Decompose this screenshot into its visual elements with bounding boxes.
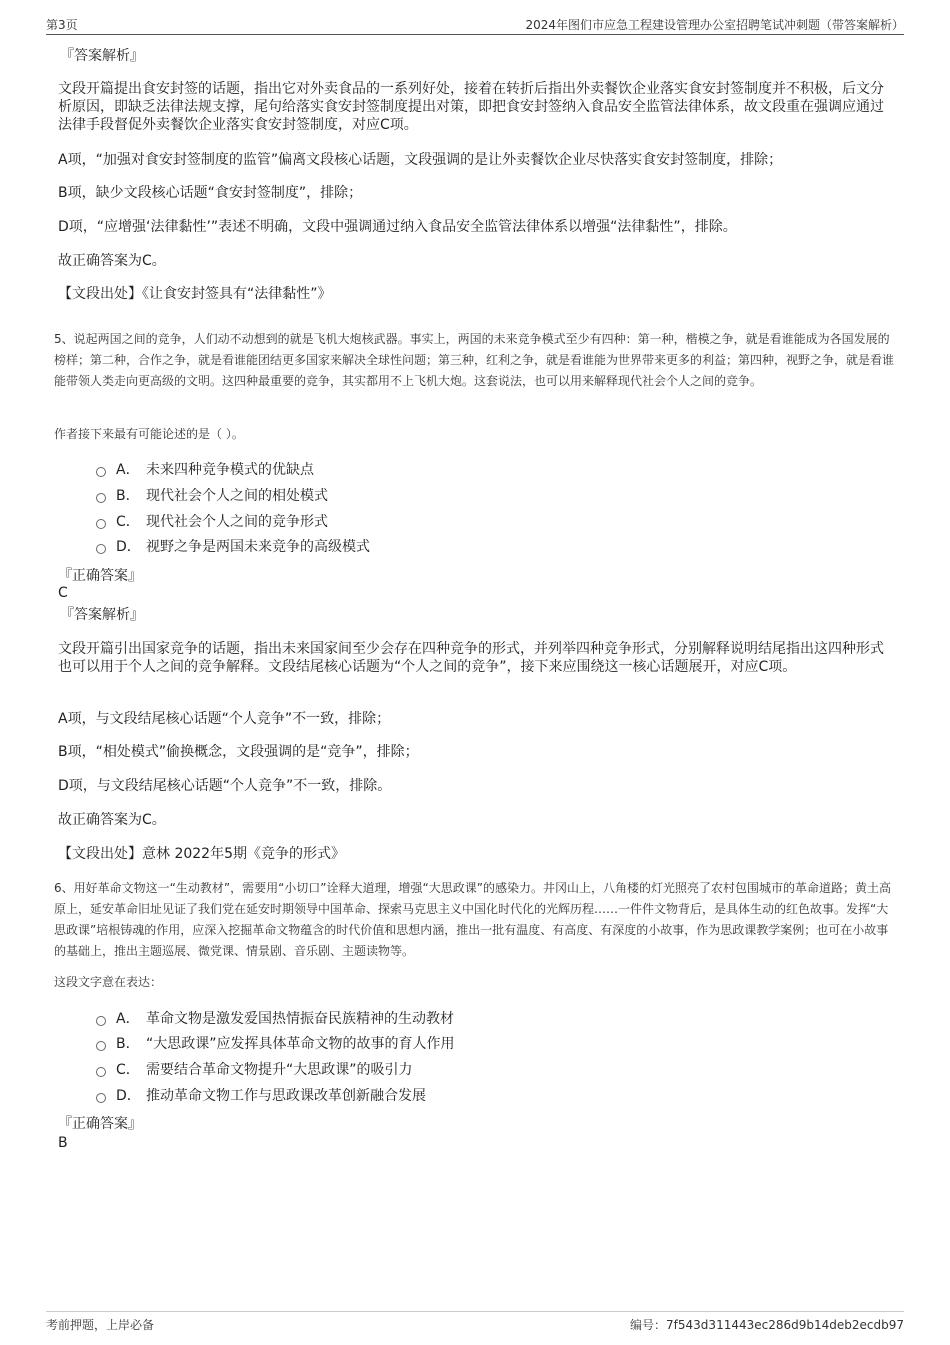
page-header bbox=[46, 12, 904, 35]
option-b[interactable] bbox=[96, 1035, 455, 1053]
analysis-paragraph: 文段开篇提出食安封签的话题，指出它对外卖食品的一系列好处，接着在转折后指出外卖餐饮企业落实食安封签制度并不积极，后文分析原因，即缺乏法律法规支撑，尾句给落实食安封签制度提出对策，即把食安封签纳入食品安全监管法律体系，故文段重在强调应通过法律手段督促外卖餐饮企业落实食安封签制度，对应C项。 bbox=[58, 81, 884, 133]
analysis-option-d: D项，“应增强‘法律黏性’”表述不明确，文段中强调通过纳入食品安全监管法律体系以增强“法律黏性”，排除。 bbox=[58, 219, 737, 235]
option-a[interactable] bbox=[96, 461, 314, 479]
analysis-option-b: B项，缺少文段核心话题“食安封签制度”，排除； bbox=[58, 185, 363, 201]
document-id: 编号：7f543d311443ec286d9b14deb2ecdb97 bbox=[630, 1318, 904, 1332]
option-key: B． bbox=[116, 488, 140, 504]
radio-button-icon[interactable] bbox=[96, 1093, 106, 1103]
source-citation: 【文段出处】意林 2022年5期《竞争的形式》 bbox=[58, 846, 345, 862]
analysis-option-a: A项，“加强对食安封签制度的监管”偏离文段核心话题，文段强调的是让外卖餐饮企业尽快落实食安封签制度，排除； bbox=[58, 152, 783, 168]
answer-conclusion: 故正确答案为C。 bbox=[58, 253, 166, 269]
answer-conclusion: 故正确答案为C。 bbox=[58, 812, 166, 828]
radio-button-icon[interactable] bbox=[96, 467, 106, 477]
question-5-stem: 5、说起两国之间的竞争，人们动不动想到的就是飞机大炮核武器。事实上，两国的未来竞争模式至少有四种：第一种，楷模之争，就是看谁能成为各国发展的榜样；第二种，合作之争，就是看谁能团结更多国家来解决全球性问题；第三种，红利之争，就是看谁能为世界带来更多的利益；第四种，视野之争，就是看谁能带领人类走向更高级的文明。这四种最重要的竞争，其实都用不上飞机大炮。这套说法，也可以用来解释现代社会个人之间的竞争。 bbox=[54, 332, 895, 388]
analysis-label: 『答案解析』 bbox=[60, 48, 144, 64]
option-key: C． bbox=[116, 1062, 140, 1078]
option-text: 推动革命文物工作与思政课改革创新融合发展 bbox=[146, 1088, 426, 1104]
question-6-prompt: 这段文字意在表达： bbox=[54, 975, 163, 989]
option-text: 视野之争是两国未来竞争的高级模式 bbox=[146, 539, 370, 555]
option-text: 需要结合革命文物提升“大思政课”的吸引力 bbox=[146, 1062, 413, 1078]
analysis-option-a: A项，与文段结尾核心话题“个人竞争”不一致，排除； bbox=[58, 711, 391, 727]
analysis-option-d: D项，与文段结尾核心话题“个人竞争”不一致，排除。 bbox=[58, 778, 392, 794]
option-key: D． bbox=[116, 539, 141, 555]
correct-answer: B bbox=[58, 1135, 68, 1151]
option-text: “大思政课”应发挥具体革命文物的故事的育人作用 bbox=[146, 1036, 455, 1052]
correct-answer-label: 『正确答案』 bbox=[58, 568, 142, 584]
question-6-stem: 6、用好革命文物这一“生动教材”，需要用“小切口”诠释大道理，增强“大思政课”的感染力。井冈山上，八角楼的灯光照亮了农村包围城市的革命道路；黄土高原上，延安革命旧址见证了我们党在延安时期领导中国革命、探索马克思主义中国化时代化的光辉历程……一件件文物背后，是具体生动的红色故事。发挥“大思政课”培根铸魂的作用，应深入挖掘革命文物蕴含的时代价值和思想内涵，推出一批有温度、有高度、有深度的小故事，作为思政课教学案例；也可在小故事的基础上，推出主题巡展、微党课、情景剧、音乐剧、主题读物等。 bbox=[54, 881, 891, 958]
option-b[interactable] bbox=[96, 487, 328, 505]
correct-answer-label: 『正确答案』 bbox=[58, 1116, 142, 1132]
radio-button-icon[interactable] bbox=[96, 1067, 106, 1077]
option-key: D． bbox=[116, 1088, 141, 1104]
option-d[interactable] bbox=[96, 538, 370, 556]
option-key: A． bbox=[116, 1011, 140, 1027]
correct-answer: C bbox=[58, 585, 68, 601]
option-text: 未来四种竞争模式的优缺点 bbox=[146, 462, 314, 478]
radio-button-icon[interactable] bbox=[96, 544, 106, 554]
option-text: 革命文物是激发爱国热情振奋民族精神的生动教材 bbox=[146, 1011, 454, 1027]
page-footer bbox=[46, 1311, 904, 1338]
option-key: B． bbox=[116, 1036, 140, 1052]
option-key: C． bbox=[116, 514, 140, 530]
footer-slogan: 考前押题，上岸必备 bbox=[46, 1318, 155, 1332]
option-text: 现代社会个人之间的竞争形式 bbox=[146, 514, 328, 530]
source-citation: 【文段出处】《让食安封签具有“法律黏性”》 bbox=[58, 286, 332, 302]
option-d[interactable] bbox=[96, 1087, 426, 1105]
analysis-option-b: B项，“相处模式”偷换概念，文段强调的是“竞争”，排除； bbox=[58, 744, 419, 760]
document-title: 2024年图们市应急工程建设管理办公室招聘笔试冲刺题（带答案解析） bbox=[525, 18, 904, 32]
page-number: 第3页 bbox=[46, 18, 78, 32]
radio-button-icon[interactable] bbox=[96, 493, 106, 503]
radio-button-icon[interactable] bbox=[96, 519, 106, 529]
option-a[interactable] bbox=[96, 1010, 454, 1028]
analysis-label: 『答案解析』 bbox=[60, 607, 144, 623]
radio-button-icon[interactable] bbox=[96, 1041, 106, 1051]
radio-button-icon[interactable] bbox=[96, 1016, 106, 1026]
option-text: 现代社会个人之间的相处模式 bbox=[146, 488, 328, 504]
analysis-paragraph: 文段开篇引出国家竞争的话题，指出未来国家间至少会存在四种竞争的形式，并列举四种竞争形式，分别解释说明结尾指出这四种形式也可以用于个人之间的竞争解释。文段结尾核心话题为“个人之间的竞争”，接下来应围绕这一核心话题展开，对应C项。 bbox=[58, 641, 884, 675]
option-c[interactable] bbox=[96, 513, 328, 531]
question-5-prompt: 作者接下来最有可能论述的是（ ）。 bbox=[54, 427, 244, 441]
option-c[interactable] bbox=[96, 1061, 413, 1079]
option-key: A． bbox=[116, 462, 140, 478]
